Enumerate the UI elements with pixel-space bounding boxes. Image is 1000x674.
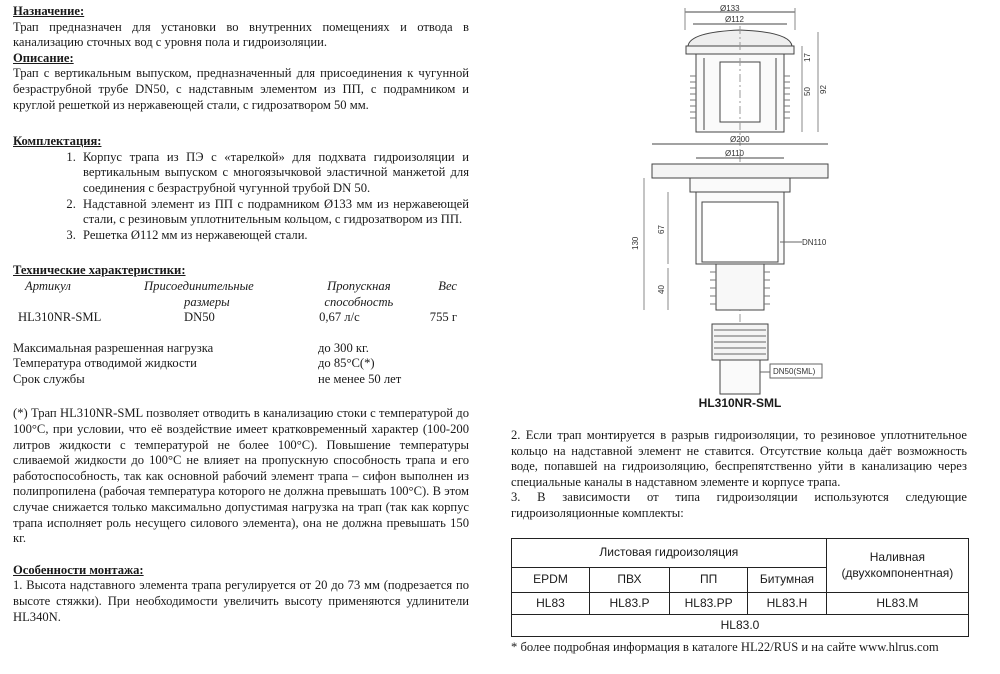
liquid-isolation-header (826, 539, 968, 593)
col-bitumen: Битумная (748, 568, 826, 593)
value-pp: HL83.PP (669, 593, 747, 615)
kit-item: 1. Корпус трапа из ПЭ с «тарелкой» для подхвата гидроизоляции и вертикальным выпуском с многоязычковой эластичной манжетой для соединения с безраструбной чугунной трубой DN 50. (79, 150, 469, 197)
load-label: Максимальная разрешенная нагрузка (13, 340, 214, 355)
drain-outlet (716, 264, 764, 310)
dim-112-label: Ø112 (725, 15, 744, 24)
kit-item: 2. Надставной элемент из ПП с подрамником Ø133 мм из нержавеющей стали, с резиновым уплотнительным кольцом, с гидрозатвором из ПП. (79, 197, 469, 228)
kit-heading: Комплектация: (13, 134, 102, 149)
specs-article: HL310NR-SML (18, 310, 102, 325)
specs-heading: Технические характеристики: (13, 263, 186, 278)
drawing-caption: HL310NR-SML (698, 396, 782, 410)
kit-item: 3. Решетка Ø112 мм из нержавеющей стали. (79, 228, 469, 244)
catalog-note: * более подробная информация в каталоге HL22/RUS и на сайте www.hlrus.com (511, 640, 939, 654)
purpose-heading: Назначение: (13, 4, 85, 18)
specs-flow: 0,67 л/с (319, 310, 360, 325)
dim-50-label: 50 (803, 87, 812, 96)
value-base: HL83.0 (512, 615, 969, 637)
mounting-p1: 1. Высота надставного элемента трапа регулируется от 20 до 73 мм (подрезается по высоте стяжки). При необходимости увеличить высоту применяются удлинители HL340N. (13, 578, 469, 624)
liquid-header-line1: Наливная (869, 549, 925, 564)
left-column (13, 4, 469, 625)
value-epdm: HL83 (512, 593, 590, 615)
mounting-p2: 2. Если трап монтируется в разрыв гидроизоляции, то резиновое уплотнительное кольцо на надставной элемент не ставится. Отсутствие кольца даёт возможность воде, попавшей на гидроизоляцию, беспрепятственно уйти в канализацию через специальные каналы в надставном элементе и корпусе трапа. (511, 428, 967, 489)
specs-col-size (144, 279, 307, 310)
col-pp: ПП (669, 568, 747, 593)
description-heading: Описание: (13, 50, 74, 65)
specs-col-size-line2: размеры (184, 294, 230, 309)
body-flange (652, 164, 828, 178)
dim-92-label: 92 (819, 85, 828, 94)
col-pvh: ПВХ (589, 568, 669, 593)
specs-col-flow-line2: способность (324, 294, 394, 309)
value-pvh: HL83.P (589, 593, 669, 615)
right-column (511, 428, 967, 522)
load-value: до 300 кг. (318, 340, 369, 355)
specs-col-article: Артикул (25, 278, 71, 293)
col-epdm: EPDM (512, 568, 590, 593)
isolation-kit-table (511, 538, 969, 637)
temp-value: до 85°С(*) (318, 356, 375, 371)
description-text: Трап с вертикальным выпуском, предназначенный для присоединения к чугунной безраструбной трубе DN50, с надставным элементом из ПП, с подрамником и круглой решеткой из нержавеющей стали, с гидрозатвором 50 мм. (13, 66, 469, 112)
drain-technical-drawing (630, 2, 850, 396)
dim-40-label: 40 (657, 285, 666, 294)
life-value: не менее 50 лет (318, 371, 402, 386)
mounting-p3: 3. В зависимости от типа гидроизоляции используются следующие гидроизоляционные комплекты: (511, 490, 967, 520)
specs-col-size-line1: Присоединительные (144, 278, 254, 293)
cast-iron-pipe (720, 360, 760, 394)
temp-label: Температура отводимой жидкости (13, 356, 197, 371)
specs-col-flow-line1: Пропускная (327, 278, 391, 293)
value-bitumen: HL83.H (748, 593, 826, 615)
dim-17-label: 17 (803, 53, 812, 62)
dn110-label: DN110 (802, 238, 827, 247)
sheet-isolation-header: Листовая гидроизоляция (512, 539, 827, 568)
specs-props (13, 341, 401, 388)
specs-col-flow (307, 279, 410, 310)
purpose-text: Трап предназначен для установки во внутренних помещениях и отвода в канализацию сточных вод с уровня пола и гидроизоляции. (13, 19, 469, 50)
dim-200-label: Ø200 (730, 135, 750, 144)
specs-weight: 755 г (429, 310, 457, 325)
dim-130-label: 130 (631, 236, 640, 250)
liquid-header-line2: (двухкомпонентная) (841, 565, 954, 580)
dim-67-label: 67 (657, 225, 666, 234)
specs-table (13, 279, 469, 326)
specs-col-weight: Вес (438, 278, 457, 293)
kit-list (13, 150, 469, 244)
life-label: Срок службы (13, 371, 85, 386)
dn50-label: DN50(SML) (773, 367, 816, 376)
dim-110-label: Ø110 (725, 149, 744, 158)
specs-size: DN50 (184, 310, 215, 325)
value-liquid: HL83.M (826, 593, 968, 615)
dim-133-label: Ø133 (720, 4, 740, 13)
mounting-heading: Особенности монтажа: (13, 562, 144, 577)
footnote-text: (*) Трап HL310NR-SML позволяет отводить в канализацию стоки с температурой до 100°С, при условии, что её воздействие имеет кратковременный характер (100-200 литров жидкости с температурой не более 100°С). Повышение температуры сливаемой жидкости до 100°С не влияет на пропускную способность трапа и его работоспособность, так как основной рабочий элемент трапа – сифон выполнен из полипропилена (рабочая температура которого не должна превышать 100°С). В этом случае снижается только максимально допустимая нагрузка на трап (так как корпус трапа исполняет роль несущего силового элемента), она не должна превышать 150 кг. (13, 406, 469, 546)
